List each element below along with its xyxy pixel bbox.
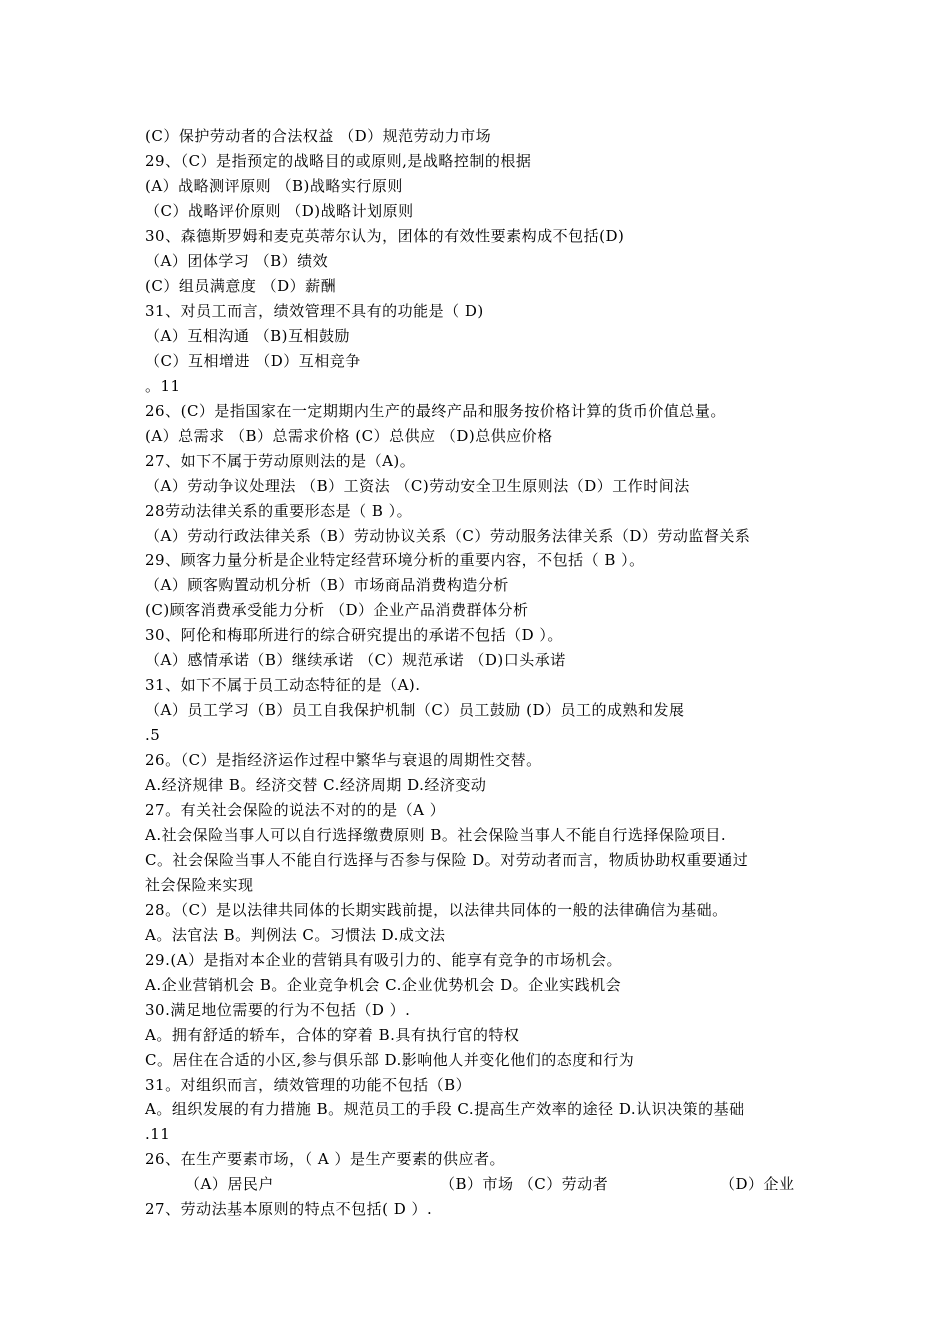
section-marker: .5: [145, 726, 161, 744]
question-28: 28劳动法律关系的重要形态是（ B ）。: [145, 502, 413, 520]
question-29: 29、（C）是指预定的战略目的或原则,是战略控制的根据: [145, 152, 532, 170]
text-line: A。组织发展的有力措施 B。规范员工的手段 C.提高生产效率的途径 D.认识决策的基础: [145, 1100, 745, 1118]
question-26: 26。（C）是指经济运作过程中繁华与衰退的周期性交替。: [145, 751, 542, 769]
text-line: A.社会保险当事人可以自行选择缴费原则 B。社会保险当事人不能自行选择保险项目.: [145, 826, 727, 844]
text-line: (A）战略测评原则 （B)战略实行原则: [145, 177, 403, 195]
text-line: （C）战略评价原则 （D)战略计划原则: [145, 202, 414, 220]
text-line: （A）员工学习（B）员工自我保护机制（C）员工鼓励 (D）员工的成熟和发展: [145, 701, 685, 719]
question-29: 29、顾客力量分析是企业特定经营环境分析的重要内容，不包括（ B ）。: [145, 551, 645, 569]
text-line: （A）劳动争议处理法 （B）工资法 （C)劳动安全卫生原则法（D）工作时间法: [145, 477, 690, 495]
text-line: A.经济规律 B。经济交替 C.经济周期 D.经济变动: [145, 776, 487, 794]
question-27: 27。有关社会保险的说法不对的的是（A ）: [145, 801, 446, 819]
question-26: 26、在生产要素市场，（ A ）是生产要素的供应者。: [145, 1150, 505, 1168]
text-line: （C）互相增进 （D）互相竞争: [145, 352, 361, 370]
section-marker: .11: [145, 1125, 171, 1143]
question-30: 30、阿伦和梅耶所进行的综合研究提出的承诺不包括（D ）。: [145, 626, 563, 644]
text-line: (A）总需求 （B）总需求价格 (C）总供应 （D)总供应价格: [145, 427, 553, 445]
option-b-c: （B）市场 （C）劳动者: [440, 1175, 609, 1193]
question-30: 30、森德斯罗姆和麦克英蒂尔认为，团体的有效性要素构成不包括(D): [145, 227, 625, 245]
text-line: A.企业营销机会 B。企业竞争机会 C.企业优势机会 D。企业实践机会: [145, 976, 622, 994]
text-line: （A）团体学习 （B）绩效: [145, 252, 329, 270]
question-29: 29.(A）是指对本企业的营销具有吸引力的、能享有竞争的市场机会。: [145, 951, 623, 969]
text-line: （A）劳动行政法律关系（B）劳动协议关系（C）劳动服务法律关系（D）劳动监督关系: [145, 527, 751, 545]
option-d: （D）企业: [720, 1175, 795, 1193]
text-line: (C）组员满意度 （D）薪酬: [145, 277, 337, 295]
section-marker: 。11: [145, 377, 181, 395]
text-line: (C）保护劳动者的合法权益 （D）规范劳动力市场: [145, 127, 492, 145]
question-30: 30.满足地位需要的行为不包括（D ）.: [145, 1001, 411, 1019]
question-31: 31。对组织而言，绩效管理的功能不包括（B）: [145, 1076, 472, 1094]
question-28: 28。（C）是以法律共同体的长期实践前提，以法律共同体的一般的法律确信为基础。: [145, 901, 728, 919]
question-31: 31、对员工而言，绩效管理不具有的功能是（ D): [145, 302, 484, 320]
text-line: C。社会保险当事人不能自行选择与否参与保险 D。对劳动者而言，物质协助权重要通过: [145, 851, 749, 869]
text-line: （A）顾客购置动机分析（B）市场商品消费构造分析: [145, 576, 509, 594]
question-27: 27、如下不属于劳动原则法的是（A)。: [145, 452, 416, 470]
question-26: 26、(C）是指国家在一定期期内生产的最终产品和服务按价格计算的货币价值总量。: [145, 402, 726, 420]
text-line: A。拥有舒适的轿车，合体的穿着 B.具有执行官的特权: [145, 1026, 520, 1044]
text-line: （A）感情承诺（B）继续承诺 （C）规范承诺 （D)口头承诺: [145, 651, 566, 669]
text-line: (C)顾客消费承受能力分析 （D）企业产品消费群体分析: [145, 601, 529, 619]
text-line: C。居住在合适的小区,参与俱乐部 D.影响他人并变化他们的态度和行为: [145, 1051, 635, 1069]
text-line: A。法官法 B。判例法 C。习惯法 D.成文法: [145, 926, 446, 944]
question-31: 31、如下不属于员工动态特征的是（A).: [145, 676, 421, 694]
question-27: 27、劳动法基本原则的特点不包括( D ）.: [145, 1200, 433, 1218]
option-a: （A）居民户: [185, 1175, 274, 1193]
text-line: （A）互相沟通 （B)互相鼓励: [145, 327, 350, 345]
text-line: 社会保险来实现: [145, 876, 254, 894]
